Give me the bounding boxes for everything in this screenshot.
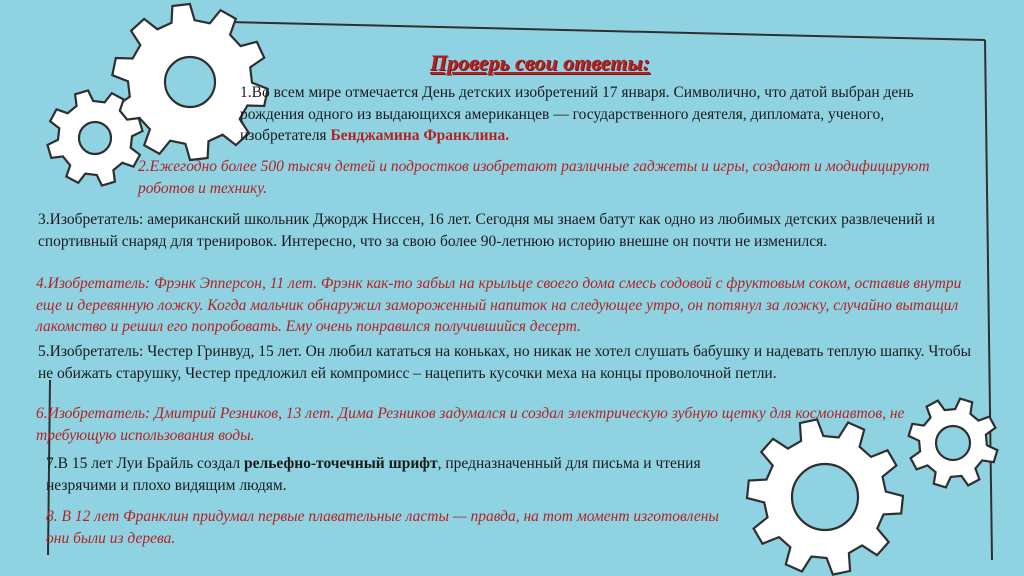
item-3: 3.Изобретатель: американский школьник Джордж Ниссен, 16 лет. Сегодня мы знаем батут как одно из любимых детских развлечений и спортивный снаряд для тренировок. Интересно, что за свою более 90-летнюю историю внешне он почти не изменился. <box>38 211 935 250</box>
item-1 <box>240 82 960 147</box>
gear-hole <box>936 426 970 460</box>
frame-top-line <box>228 22 985 40</box>
item-4: 4.Изобретатель: Фрэнк Эпперсон, 11 лет. Фрэнк как-то забыл на крыльце своего дома смесь содовой с фруктовым соком, оставив внутри еще и деревянную ложку. Когда мальчик обнаружил замороженный напиток на следующее утро, он потянул за ложку, случайно вытащил лакомство и решил его попробовать. Ему очень понравился получившийся десерт. <box>36 275 962 335</box>
item-1-highlight: Бенджамина Франклина. <box>330 127 510 144</box>
item-7 <box>46 453 766 496</box>
item-8: 8. В 12 лет Франклин придумал первые плавательные ласты — правда, на тот момент изготовлены они были из дерева. <box>46 508 719 547</box>
item-5: 5.Изобретатель: Честер Гринвуд, 15 лет. Он любил кататься на коньках, но никак не хотел слушать бабушку и надевать теплую шапку. Чтобы не обижать старушку, Честер предложил ей компромисс – нацепить кусочки меха на концы проволочной петли. <box>38 343 972 382</box>
frame-right-line <box>985 40 992 560</box>
item-1-text: 1.Во всем мире отмечается День детских изобретений 17 января. Символично, что датой выбран день рождения одного из выдающихся американцев — государственного деятеля, дипломата, ученого, изобретателя <box>240 84 914 144</box>
gear-hole <box>165 57 215 107</box>
item-2: 2.Ежегодно более 500 тысяч детей и подростков изобретают различные гаджеты и игры, создают и модифицируют роботов и технику. <box>138 158 930 197</box>
gear-hole <box>79 122 111 154</box>
item-7-text-end: , предназначенный для письма и чтения незрячими и плохо видящим людям. <box>46 455 701 494</box>
item-7-highlight: рельефно-точечный шрифт <box>244 455 438 472</box>
slide-title: Проверь свои ответы: <box>430 50 650 75</box>
item-6: 6.Изобретатель: Дмитрий Резников, 13 лет. Дима Резников задумался и создал электрическую зубную щетку для космонавтов, не требующую использования воды. <box>36 405 905 444</box>
item-7-text-start: 7.В 15 лет Луи Брайль создал <box>46 455 245 472</box>
gear-hole <box>792 464 858 530</box>
